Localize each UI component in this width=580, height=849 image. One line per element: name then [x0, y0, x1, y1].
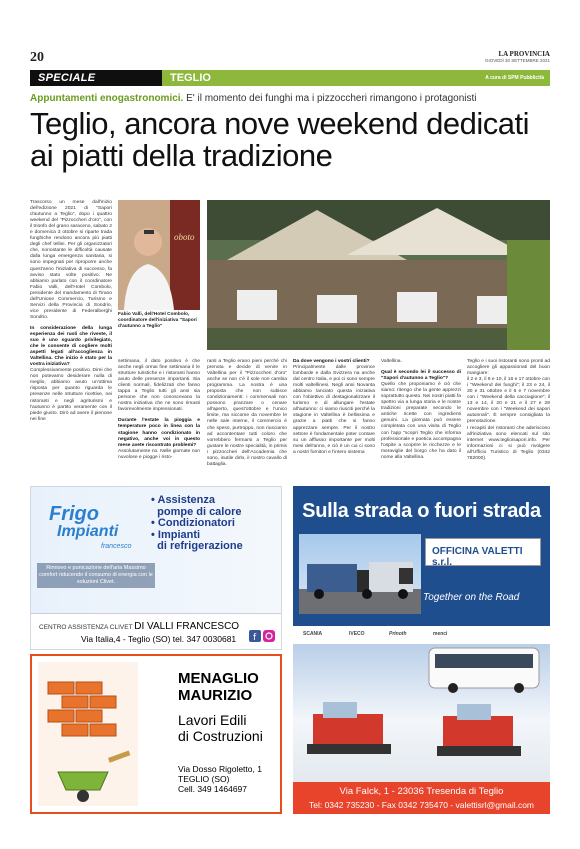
paragraph: Valtellina. [381, 359, 402, 364]
kicker-text: E' il momento dei funghi ma i pizzoccheri rimangono i protagonisti [183, 93, 477, 104]
ad-brand: Frigo [49, 503, 99, 525]
ad-slogan: Together on the Road [423, 592, 520, 603]
interview-question: Da dove vengono i vostri clienti? [293, 359, 370, 364]
paragraph: il 2 e 3, il 9 e 10, il 16 e 17 ottobre con i "Weekend dei funghi"; il 23 e 24, il 30 e 31 ottobre e il 6 e 7 novembre con i "Weekend della cacciagione"; il 13 e 14, il 20 e 21 e il 27 e 28 novembre con i "Weekend dei sapori autunnali". È sempre consigliata la prenotazione. [467, 377, 550, 425]
ad-tagline: Rinnovo e punicazione dell'aria Massimo comfort riducendo il consumo di energia con le soluzioni Clivet. [37, 563, 155, 588]
restaurant-terrace-photo [207, 200, 550, 350]
ad-footer [293, 782, 550, 814]
brand-logo: menci [433, 631, 448, 637]
brand-logo: IVECO [349, 631, 365, 637]
service-item: • Condizionatori [151, 517, 235, 529]
service-item: • Impianti [151, 528, 201, 541]
trucks-photo [299, 534, 421, 614]
paragraph: Trascorso un mese dall'inizio dell'edizione 2021 di "Sapori d'autunno a Teglio", dopo i quattro weekend del "Pizzoccheri d'oro", con il trionfo del grano saraceno, sabato 2 e domenica 3 ottobre si riparte trada funghiche rendono ancora più piatti degli chef tellini. Per gli organizzatori che, nonostante le difficoltà causate dalla lunga emergenza sanitaria, si sono impegnati per riproporre anche quest'anno l'iniziativa di successo, fa avviso stato volte positivo. Ne abbiamo parlato con il coordinatore Fabio Valli, dell'Hotel Combolo, presidente del mandamento di Tirano dell'Unione Commercio, Turismo e Servizi della Provincia di Sondrio, vice presidente di Federalberghi Sondrio. [30, 200, 112, 320]
paragraph: settimana, il dato positivo è che anche negli ormai fine settimana il le strutture turistiche e i ristoranti hanno avuto delle presenze importanti. Sia clienti normali, fidelizzati che fanno tappa a Teglio tutti gli anni sia persone che non conoscevano la nostra iniziativa che ne sono rimasti favorevolmente impressionati. [118, 359, 200, 413]
article-column-4 [293, 359, 375, 456]
kicker-bold: Appuntamenti enogastronomici. [30, 93, 184, 104]
svg-text:f: f [253, 633, 257, 642]
article-column-1 [30, 200, 112, 423]
snow-groomer-photo [293, 644, 550, 782]
article-headline: Teglio, ancora nove weekend dedicati ai piatti della tradizione [30, 106, 530, 173]
paragraph: Teglio e i suoi ristoranti sono pronti ad accogliere gli appassionati del buon mangiare: [467, 359, 550, 377]
construction-illustration [38, 662, 138, 806]
svg-text:oboto: oboto [174, 232, 195, 242]
article-column-2 [118, 359, 200, 461]
company-logo: OFFICINA VALETTI s.r.l. [425, 538, 541, 566]
company-activity: Lavori Edili di Costruzioni [178, 712, 263, 744]
article-column-3 [207, 359, 287, 468]
ad-address: Via Italia,4 - Teglio (SO) tel. 347 0030681 [81, 634, 237, 644]
sponsor-credit: A cura di SPM Pubblicità [485, 75, 544, 81]
paragraph: ranti a Teglio erano pieni perché chi prenota e decide di venire in Valtellina per il "Pizzoccheri d'oro" anche se non c'è il sole non cambia programma. La nostra è una proposta che non subisce condizionamenti: i commensali non possono pranzare o cenare all'aperto, quest'ottobre e l'unico limite, ma siccome da novembre le nelle sale interne, il commercio è che speso, purtroppo, non riusciamo ad accontentare tutti coloro che vorrebbero fermarsi a Teglio per gustare le nostre specialità, in primis i pizzoccheri dell'Accademia che sono, inutile dirlo, il nostro cavallo di battaglia. [207, 359, 287, 467]
ad-brand-owner: francesco [101, 543, 132, 550]
article-kicker [30, 93, 550, 104]
article-column-5 [381, 359, 461, 461]
interview-question: Qual è secondo lei il successo di "Sapori d'autunno a Teglio"? [381, 370, 461, 382]
menaglio-ad [30, 654, 282, 814]
brand-logo: Prinoth [389, 631, 407, 637]
topic-label: TEGLIO [170, 72, 211, 84]
service-item: di refrigerazione [157, 540, 243, 552]
paragraph: Quello che proponiamo è ciò che siamo: ritengo che la gente apprezzi soprattutto questo. Nei nostri piatti fa spettro via a lunga storia e le nostre tradizioni preparate secondo le antiche ricette con ingredienti genuini. La giornata può essere completata con una visita di Teglio con l'app "scopri Teglio che informa professionale e poetica accompagna l'ospite a scoprire le ricchezze e le meraviglie del borgo che ha dato il nome alla Valtellina. [381, 382, 461, 460]
interview-question: Durante l'estate la pioggia e temperature poco in linea con la stagione hanno condizionato in negativo, anche voi in questo mese avete riscontrato problemi? [118, 418, 200, 448]
brand-strip [293, 626, 550, 644]
article-column-6 [467, 359, 550, 462]
ad-contacts: Tel: 0342 735230 - Fax 0342 735470 - valettisrl@gmail.com [308, 800, 535, 810]
page-number: 20 [30, 50, 44, 65]
service-item: pompe di calore [157, 505, 242, 518]
paragraph: I recapiti dei ristoranti che aderiscono all'iniziativa sono elencati sul sito internet www.teglioisapori.info. Per informazioni ci si può rivolgere all'Ufficio Turistico di Teglio (0342 782000). [467, 425, 550, 461]
social-icons [249, 630, 275, 645]
paragraph: Assolutamente no. Nelle giornate non nuvolose e piogge i risto- [118, 448, 200, 460]
company-name: MENAGLIO MAURIZIO [178, 670, 259, 704]
services-list [151, 495, 279, 553]
brand-logo: SCANIA [303, 631, 323, 637]
topic-bar [162, 70, 550, 86]
section-label: SPECIALE [30, 70, 162, 86]
frigo-impianti-ad [30, 486, 282, 650]
issue-date: GIOVEDÌ 30 SETTEMBRE 2021 [484, 58, 550, 63]
ad-footer [31, 613, 281, 649]
masthead [485, 50, 550, 63]
interview-question: In considerazione della lunga esperienza dei ruoli che riveste, il suo è uno sguardo privilegiato, che le consente di cogliere molti aspetti legati all'accoglienza in Valtellina. Che inizio è stato per la vostra iniziativa? [30, 325, 112, 368]
company-address: Via Dosso Rigoletto, 1 TEGLIO (SO) Cell. 349 1464697 [178, 764, 262, 794]
ad-brand-line2: Impianti [57, 523, 119, 540]
newspaper-logo: LA PROVINCIA [498, 50, 550, 58]
paragraph: Complessivamente positivo. Direi che non potevamo desiderare nulla di meglio, abbiamo avuto un'ottima risposta per quanto riguarda le presenze nelle strutture ricettive, nei ristoranti e negli agriturismi e l'autunno è partito veramente con il piede giusto. Dirò ad avere il pienone nei fine [30, 368, 112, 422]
ad-headline: Sulla strada o fuori strada [302, 500, 541, 522]
portrait-photo [118, 200, 200, 310]
photo-caption: Fabio Valli, dell'Hotel Combolo, coordinatore dell'iniziativa "Sapori d'autunno a Teglio" [118, 312, 197, 329]
paragraph: Principalmente dalle province lombarde e dalla Svizzera na anche dal centro Italia, e poi ci sono sempre molti valtellinesi. Negli anni Novanta abbiamo lanciato questa iniziativa con l'obiettivo di destagionalizzare il turismo e di allungare l'estate all'autunno: ci siamo riusciti perché la stagione in Valtellina è bellissima e grazie a piatti che si fanno apprezzare sempre. Per il nostro settore è fondamentale poter contare su un afflusso importante per molti mesi dell'anno, e ciò è un cui ci sono a nostri fornitori e l'intero sistema [293, 365, 375, 455]
service-item: • Assistenza [151, 494, 215, 506]
officina-valetti-ad [293, 486, 550, 814]
ad-address: Via Falck, 1 - 23036 Tresenda di Teglio [339, 786, 504, 797]
assistance-center: CENTRO ASSISTENZA CLIVET DI VALLI FRANCESCO [39, 621, 240, 632]
